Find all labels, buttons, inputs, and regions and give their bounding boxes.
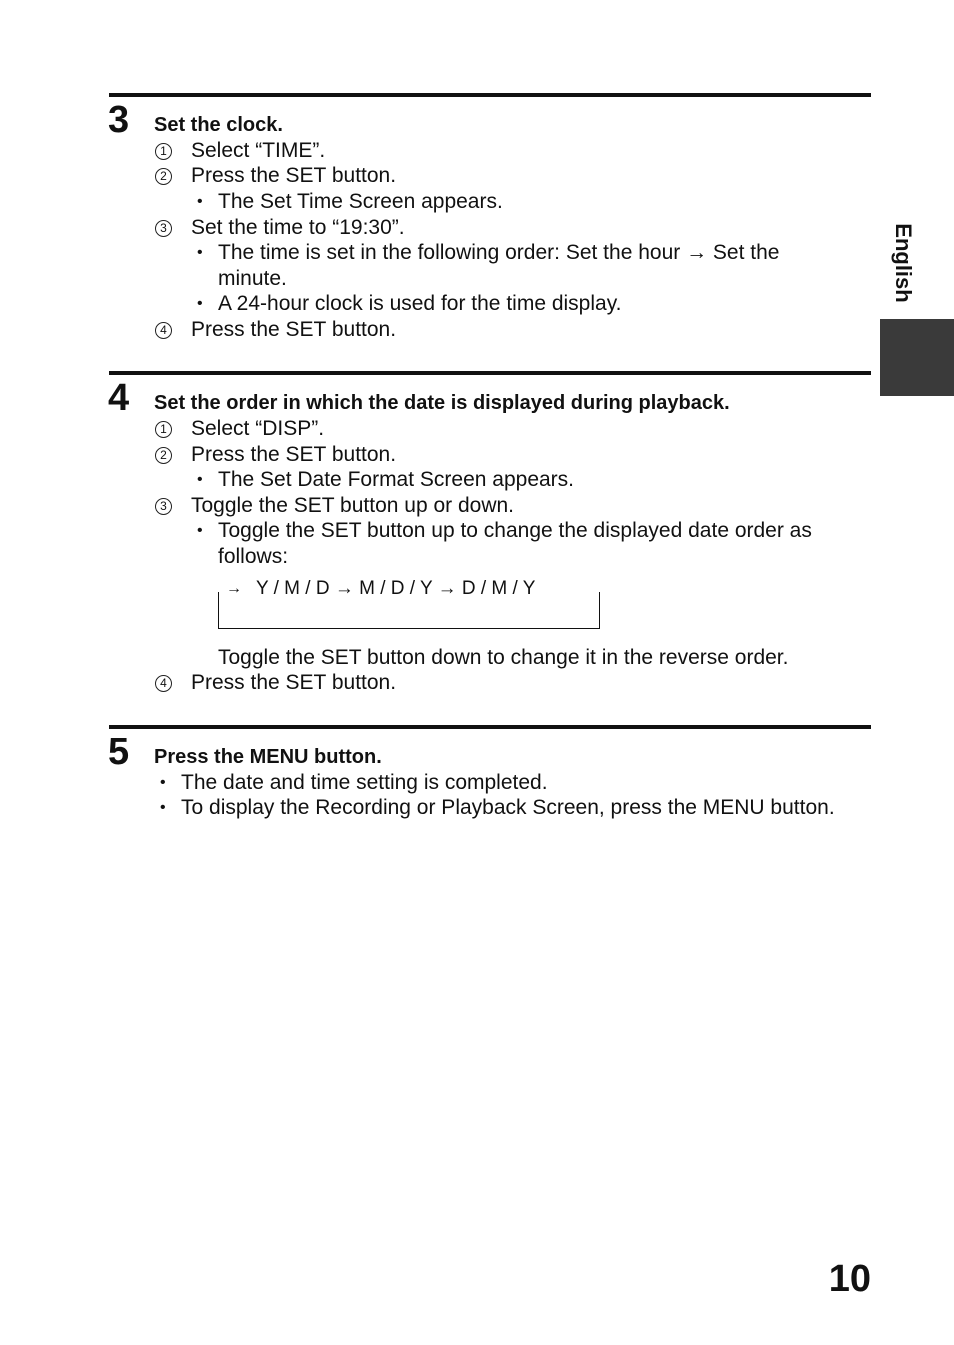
cycle-sequence-text: Y / M / D → M / D / Y → D / M / Y: [256, 578, 536, 599]
circled-number-marker: 4: [155, 675, 172, 692]
language-label: English: [891, 223, 916, 303]
instruction-text: Press the SET button.: [191, 671, 397, 694]
bullet-marker: •: [197, 471, 203, 488]
instruction-text: Press the SET button.: [191, 443, 397, 466]
note-text: Toggle the SET button down to change it in the reverse order.: [218, 646, 789, 669]
circled-number-marker: 4: [155, 322, 172, 339]
step-heading: Set the clock.: [154, 114, 283, 136]
step-number: 4: [108, 377, 130, 419]
bullet-marker: •: [197, 193, 203, 210]
circled-number-marker: 1: [155, 421, 172, 438]
note-text-continued: follows:: [218, 545, 289, 568]
note-text: To display the Recording or Playback Screen, press the MENU button.: [181, 796, 835, 819]
step-number: 3: [108, 99, 130, 141]
language-tab: [880, 319, 954, 396]
instruction-text: Toggle the SET button up or down.: [191, 494, 514, 517]
instruction-text: Select “DISP”.: [191, 417, 325, 440]
note-text: The Set Time Screen appears.: [218, 190, 503, 213]
bullet-marker: •: [197, 244, 203, 261]
circled-number-marker: 1: [155, 143, 172, 160]
instruction-text: Select “TIME”.: [191, 139, 326, 162]
instruction-text: Press the SET button.: [191, 164, 397, 187]
note-text-continued: minute.: [218, 267, 287, 290]
circled-number-marker: 2: [155, 447, 172, 464]
section-divider: [109, 93, 871, 97]
circled-number-marker: 2: [155, 168, 172, 185]
circled-number-marker: 3: [155, 220, 172, 237]
bullet-marker: •: [197, 295, 203, 312]
circled-number-marker: 3: [155, 498, 172, 515]
step-heading: Press the MENU button.: [154, 746, 382, 768]
bullet-marker: •: [197, 522, 203, 539]
note-text: The Set Date Format Screen appears.: [218, 468, 575, 491]
note-text: The date and time setting is completed.: [181, 771, 548, 794]
note-text: Toggle the SET button up to change the displayed date order as: [218, 519, 812, 542]
section-divider: [109, 371, 871, 375]
bullet-marker: •: [160, 799, 166, 816]
cycle-arrow-icon: →: [226, 580, 242, 597]
bullet-marker: •: [160, 774, 166, 791]
note-text: A 24-hour clock is used for the time display.: [218, 292, 622, 315]
step-heading: Set the order in which the date is displayed during playback.: [154, 392, 730, 414]
page-number: 10: [828, 1258, 871, 1300]
note-text: The time is set in the following order: Set the hour → Set the: [218, 241, 780, 264]
section-divider: [109, 725, 871, 729]
instruction-text: Press the SET button.: [191, 318, 397, 341]
step-number: 5: [108, 731, 130, 773]
instruction-text: Set the time to “19:30”.: [191, 216, 405, 239]
